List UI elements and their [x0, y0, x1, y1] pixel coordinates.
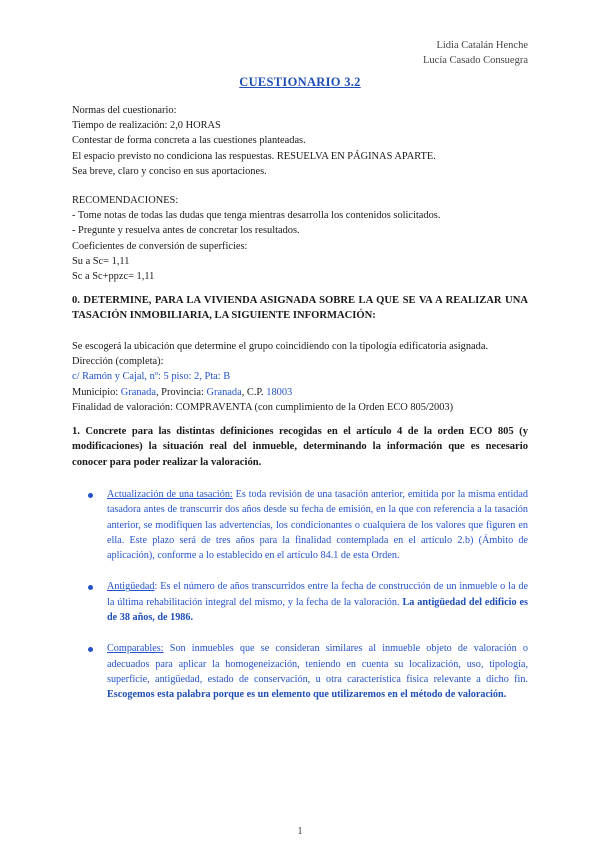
recommendation-line: Coeficientes de conversión de superficies:: [72, 240, 248, 252]
definition-text: : Es el número de años transcurridos entre la fecha de construcción de un inmueble o la de la última rehabilitación integral del mismo, y la fecha de la valoración.: [107, 581, 528, 608]
list-item: [88, 487, 528, 563]
recommendation-line: - Pregunte y resuelva antes de concretar los resultados.: [72, 225, 300, 237]
definition-term: Comparables:: [107, 643, 164, 655]
cp-value: 18003: [266, 386, 293, 398]
norms-line: Contestar de forma concreta a las cuestiones planteadas.: [72, 135, 306, 147]
section-0-heading: 0. DETERMINE, PARA LA VIVIENDA ASIGNADA SOBRE LA QUE SE VA A REALIZAR UNA TASACIÓN INMOBILIARIA, LA SIGUIENTE INFORMACIÓN:: [72, 295, 528, 322]
recommendation-line: RECOMENDACIONES:: [72, 195, 179, 206]
bullet-icon: [88, 585, 93, 590]
norms-block: [72, 103, 528, 179]
norms-line: Tiempo de realización: 2,0 HORAS: [72, 120, 221, 132]
definition-answer: Escogemos esta palabra porque es un elemento que utilizaremos en el método de valoración.: [107, 689, 507, 701]
address-value: c/ Ramón y Cajal, nº: 5 piso: 2, Pta: B: [72, 371, 231, 383]
municipio-label: Municipio:: [72, 386, 121, 398]
finalidad-line: Finalidad de valoración: COMPRAVENTA (con cumplimiento de la Orden ECO 805/2003): [72, 401, 454, 413]
definition-term: Actualización de una tasación:: [107, 489, 233, 500]
authors-block: [423, 38, 528, 68]
document-title: CUESTIONARIO 3.2: [239, 75, 361, 89]
municipio-line: [72, 385, 528, 400]
provincia-label: , Provincia:: [155, 386, 207, 398]
recommendations-block: [72, 193, 528, 284]
recommendation-line: Su a Sc= 1,11: [72, 255, 130, 267]
definitions-list: [88, 487, 528, 719]
list-item: [88, 579, 528, 625]
section-0-body: [72, 339, 528, 415]
municipio-value: Granada: [120, 386, 156, 398]
author-1: Lidia Catalán Henche: [436, 40, 528, 51]
section-0-intro: Se escogerá la ubicación que determine el grupo coincidiendo con la tipología edificatoria asignada.: [72, 341, 489, 352]
definition-text: Es toda revisión de una tasación anterior, emitida por la misma entidad tasadora antes de transcurrir dos años desde su fecha de emisión, en la que con referencia a la tasación anterior, se modifiquen las advertencias, los condicionantes o cualquiera de los valores que figuren en ella. Este plazo será de tres años para la finalidad contemplada en el artículo 2.b) (Ámbito de aplicación), conforme a lo establecido en el artículo 84.1 de esta Orden.: [107, 489, 529, 562]
norms-line: Sea breve, claro y conciso en sus aportaciones.: [72, 165, 267, 177]
section-1-heading: 1. Concrete para las distintas definiciones recogidas en el artículo 4 de la orden ECO 805 (y modificaciones) la situación real del inmueble, determinando la información que es necesario conocer para poder realizar la valoración.: [72, 426, 528, 468]
definition-answer: La antigüedad del edificio es de 38 años, de 1986.: [107, 596, 528, 624]
list-item: [88, 641, 528, 702]
page-number: 1: [297, 826, 303, 837]
bullet-icon: [88, 647, 93, 652]
norms-line: El espacio previsto no condiciona las respuestas. RESUELVA EN PÁGINAS APARTE.: [72, 150, 436, 162]
provincia-value: Granada: [206, 386, 242, 398]
norms-line: Normas del cuestionario:: [72, 105, 177, 116]
author-2: Lucía Casado Consuegra: [423, 55, 528, 66]
cp-label: , C.P.: [241, 386, 267, 398]
definition-text: Son inmuebles que se consideran similares al inmueble objeto de valoración o adecuados para aplicar la homogeneización, teniendo en cuenta su localización, uso, tipología, superficie, antigüedad, estado de conservación, u otra característica física relevante a dicho fin.: [107, 643, 528, 685]
definition-term: Antigüedad: [107, 581, 155, 593]
recommendation-line: - Tome notas de todas las dudas que tenga mientras desarrolla los contenidos solicitados.: [72, 210, 441, 222]
address-label: Dirección (completa):: [72, 356, 164, 368]
recommendation-line: Sc a Sc+ppzc= 1,11: [72, 271, 155, 283]
bullet-icon: [88, 493, 93, 498]
